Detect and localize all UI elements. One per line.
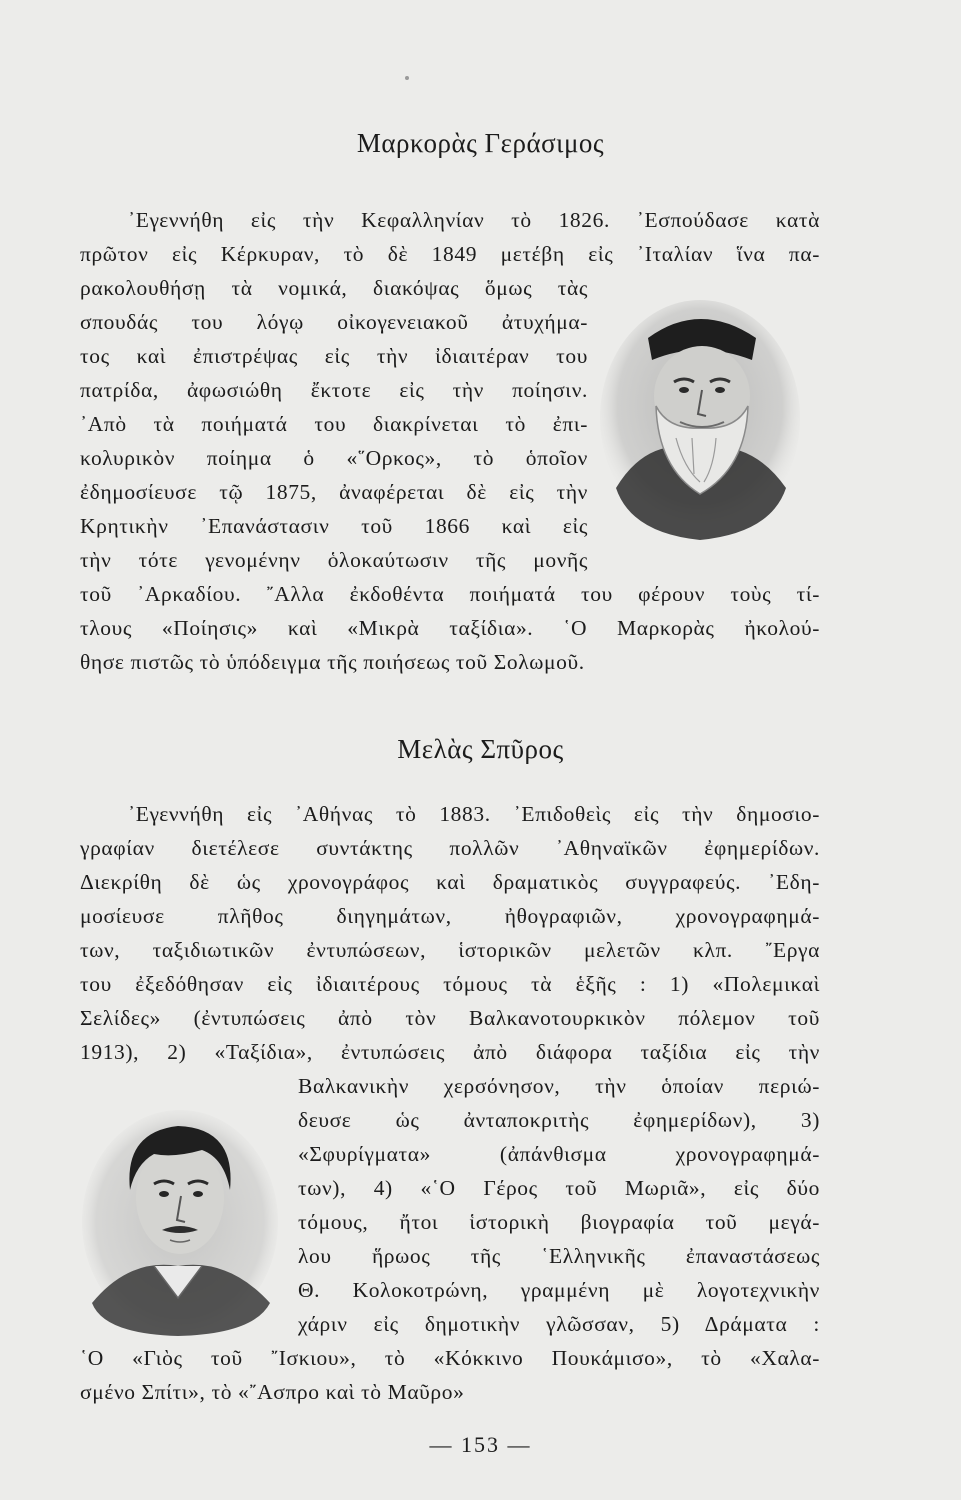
section-1-line: ᾿Εγεννήθη εἰς τὴν Κεφαλληνίαν τὸ 1826. ᾿Εσπούδασε κατὰ bbox=[128, 208, 820, 232]
section-2-line: λου ἥρωος τῆς ῾Ελληνικῆς ἐπαναστάσεως bbox=[298, 1244, 820, 1268]
section-2-line: ῾Ο «Γιὸς τοῦ ῎Ισκιου», τὸ «Κόκκινο Πουκάμισο», τὸ «Χαλα- bbox=[80, 1346, 820, 1370]
section-2-line: του ἐξεδόθησαν εἰς ἰδιαιτέρους τόμους τὰ ἑξῆς : 1) «Πολεμικαὶ bbox=[80, 972, 820, 996]
section-2-line: Θ. Κολοκοτρώνη, γραμμένη μὲ λογοτεχνικὴν bbox=[298, 1278, 820, 1302]
section-1-line: Κρητικὴν ᾿Επανάστασιν τοῦ 1866 καὶ εἰς bbox=[80, 514, 588, 538]
section-2-line: 1913), 2) «Ταξίδια», ἐντυπώσεις ἀπὸ διάφορα ταξίδια εἰς τὴν bbox=[80, 1040, 820, 1064]
section-1-line: σπουδάς του λόγῳ οἰκογενειακοῦ ἀτυχήμα- bbox=[80, 310, 588, 334]
section-1-line: τλους «Ποίησις» καὶ «Μικρὰ ταξίδια». ῾Ο Μαρκορὰς ἠκολού- bbox=[80, 616, 820, 640]
portrait-markoras bbox=[596, 298, 806, 548]
section-2-line: δευσε ὡς ἀνταποκριτὴς ἐφημερίδων), 3) bbox=[298, 1108, 820, 1132]
section-1-line: ρακολουθήσῃ τὰ νομικά, διακόψας ὅμως τὰς bbox=[80, 276, 588, 300]
section-1-line: κολυρικὸν ποίημα ὁ «῞Ορκος», τὸ ὁποῖον bbox=[80, 446, 588, 470]
section-2-line: γραφίαν διετέλεσε συντάκτης πολλῶν ᾿Αθηναϊκῶν ἐφημερίδων. bbox=[80, 836, 820, 860]
section-1-line: πατρίδα, ἀφωσιώθη ἔκτοτε εἰς τὴν ποίησιν. bbox=[80, 378, 588, 402]
print-speck bbox=[405, 76, 409, 80]
section-2-line: των), 4) «῾Ο Γέρος τοῦ Μωριᾶ», εἰς δύο bbox=[298, 1176, 820, 1200]
section-2-line: μοσίευσε πλῆθος διηγημάτων, ἠθογραφιῶν, χρονογραφημά- bbox=[80, 904, 820, 928]
section-2-line: «Σφυρίγματα» (ἀπάνθισμα χρονογραφημά- bbox=[298, 1142, 820, 1166]
portrait-melas bbox=[74, 1098, 284, 1338]
section-1-line: τος καὶ ἐπιστρέψας εἰς τὴν ἰδιαιτέραν του bbox=[80, 344, 588, 368]
section-1-line: τοῦ ᾿Αρκαδίου. ῎Αλλα ἐκδοθέντα ποιήματά του φέρουν τοὺς τί- bbox=[80, 582, 820, 606]
page-number: — 153 — bbox=[429, 1432, 532, 1457]
section-2-line: των, ταξιδιωτικῶν ἐντυπώσεων, ἱστορικῶν μελετῶν κλπ. ῎Εργα bbox=[80, 938, 820, 962]
section-1-line: θησε πιστῶς τὸ ὑπόδειγμα τῆς ποιήσεως τοῦ Σολωμοῦ. bbox=[80, 650, 585, 674]
section-1-title: Μαρκορὰς Γεράσιμος bbox=[356, 128, 605, 158]
section-2-line: ᾿Εγεννήθη εἰς ᾿Αθήνας τὸ 1883. ᾿Επιδοθεὶς εἰς τὴν δημοσιο- bbox=[128, 802, 820, 826]
section-1-line: ἐδημοσίευσε τῷ 1875, ἀναφέρεται δὲ εἰς τὴν bbox=[80, 480, 588, 504]
section-2-line: Σελίδες» (ἐντυπώσεις ἀπὸ τὸν Βαλκανοτουρκικὸν πόλεμον τοῦ bbox=[80, 1006, 820, 1030]
section-2-line: Διεκρίθη δὲ ὡς χρονογράφος καὶ δραματικὸς συγγραφεύς. ᾿Εδη- bbox=[80, 870, 820, 894]
section-2-line: τόμους, ἤτοι ἱστορικὴ βιογραφία τοῦ μεγά- bbox=[298, 1210, 820, 1234]
section-1-line: τὴν τότε γενομένην ὁλοκαύτωσιν τῆς μονῆς bbox=[80, 548, 588, 572]
section-2-line: χάριν εἰς δημοτικὴν γλῶσσαν, 5) Δράματα : bbox=[298, 1312, 820, 1336]
section-1-line: πρῶτον εἰς Κέρκυραν, τὸ δὲ 1849 μετέβη εἰς ᾿Ιταλίαν ἵνα πα- bbox=[80, 242, 820, 266]
section-2-line: σμένο Σπίτι», τὸ «῎Ασπρο καὶ τὸ Μαῦρο» bbox=[80, 1380, 465, 1404]
section-2-line: Βαλκανικὴν χερσόνησον, τὴν ὁποίαν περιώ- bbox=[298, 1074, 820, 1098]
section-1-line: ᾿Απὸ τὰ ποιήματά του διακρίνεται τὸ ἐπι- bbox=[80, 412, 588, 436]
section-2-title: Μελὰς Σπῦρος bbox=[397, 734, 564, 764]
